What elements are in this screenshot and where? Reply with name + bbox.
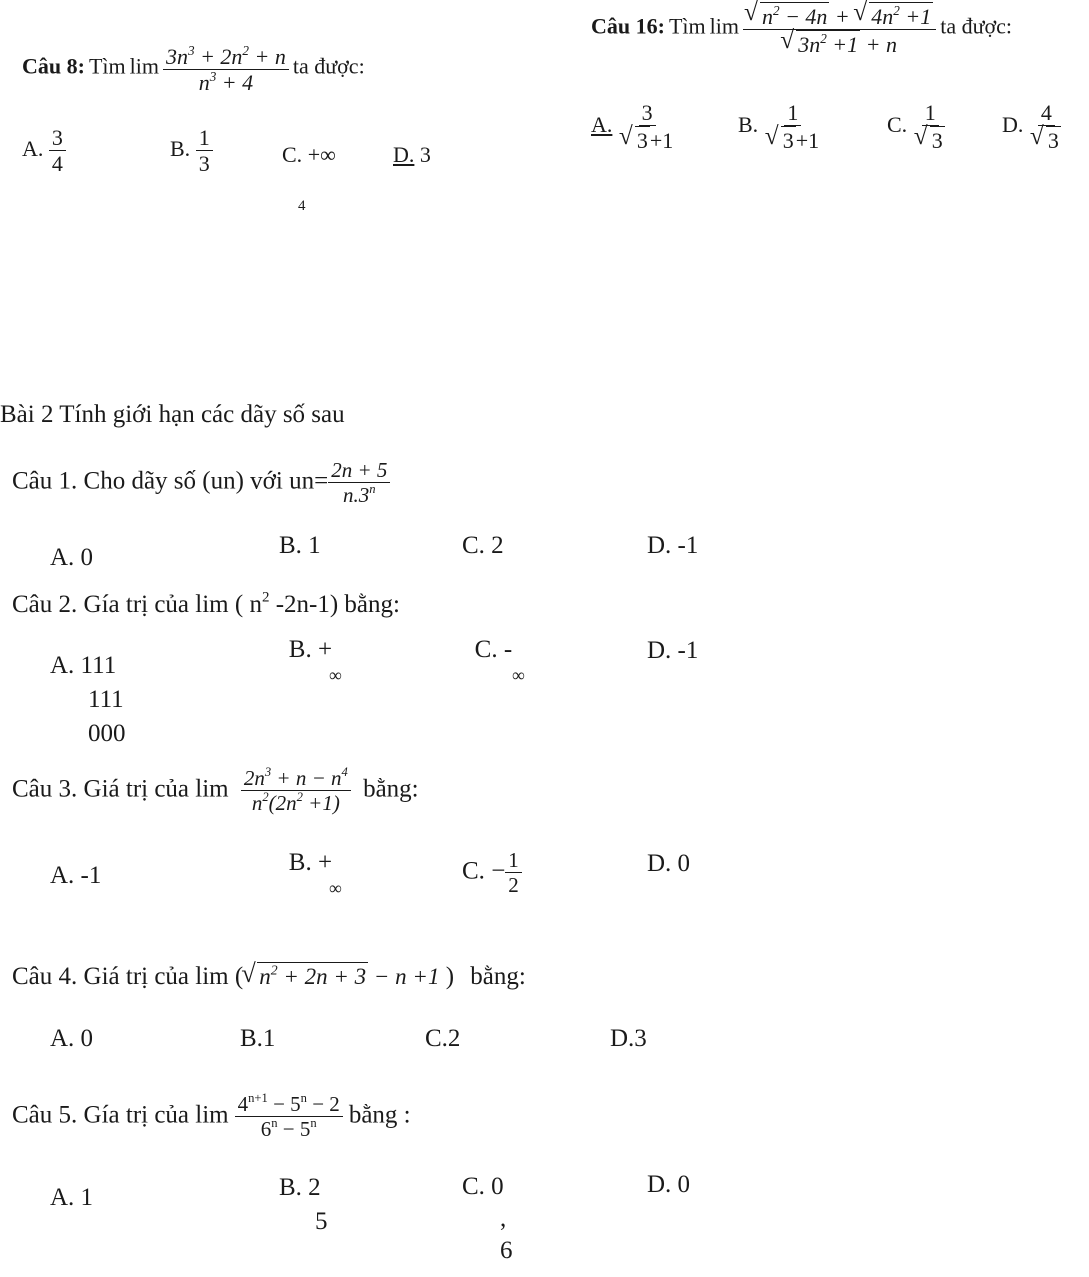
q8-label: Câu 8:: [22, 53, 85, 79]
q1-option-b: B. 1: [279, 532, 321, 559]
q16-option-c: C. 1 √ 3: [887, 100, 948, 154]
q1-option-d: D. -1: [647, 532, 699, 559]
q3-option-a: A. -1: [50, 862, 102, 889]
q8-suffix: ta được:: [292, 53, 365, 79]
q8-fraction: $\frac{3n^3 + 2n^2 + n}{n^3 + 4}$: [163, 44, 289, 96]
infinity-symbol: ∞: [329, 665, 342, 685]
q5-option-a: A. 1: [50, 1184, 94, 1211]
q4-option-b: B.1: [240, 1025, 276, 1052]
q4-option-c: C.2: [425, 1025, 461, 1052]
q2-option-b: B. + ∞: [288, 636, 342, 685]
q5-option-c: C. 0 , 6: [462, 1173, 513, 1264]
infinity-symbol: ∞: [512, 665, 525, 685]
q8-option-a: A. $\frac{3}{4}$: [22, 125, 66, 177]
q16-fraction: √ $n^2 - 4n$ + √ $4n^2 +1$ √ $3n^2 +1 + n$: [743, 2, 936, 58]
q16-option-a: A. 3 √ 3+1: [591, 100, 676, 154]
question-2: Câu 2. Gía trị của lim ( $n^2$ -2n-1) bằng:: [12, 589, 400, 618]
q8-option-c: C. +∞: [282, 142, 336, 167]
question-5: Câu 5. Gía trị của lim $\frac{4^{n+1} - 5^n - 2}{6^n - 5^n}$ bằng :: [12, 1091, 411, 1142]
q4-option-d: D.3: [610, 1025, 647, 1052]
q8-prefix: Tìm: [88, 53, 126, 79]
q3-option-b: B. + ∞: [288, 849, 342, 898]
q5-option-b: B. 2 5: [279, 1174, 328, 1235]
q16-option-d: D. 4 √ 3: [1002, 100, 1064, 154]
question-8: [22, 44, 365, 96]
q16-suffix: ta được:: [940, 13, 1013, 39]
q5-option-d: D. 0: [647, 1171, 691, 1198]
q16-lim: lim: [709, 13, 739, 39]
question-1: Câu 1. Cho dãy số (un) với un= $\frac{2n + 5}{n.3^n}$: [12, 458, 390, 507]
q8-option-b: B. $\frac{1}{3}$: [170, 125, 213, 177]
q8-lim: lim: [129, 53, 159, 79]
q8-footnote: 4: [298, 198, 306, 214]
q1-option-a: A. 0: [50, 544, 94, 571]
q16-label: Câu 16:: [591, 13, 665, 39]
q2-option-d: D. -1: [647, 637, 699, 664]
q8-option-d: D. 3: [393, 142, 431, 167]
infinity-symbol: ∞: [329, 878, 342, 898]
q3-option-c: C. − $\frac{1}{2}$: [462, 848, 522, 897]
section-title: Bài 2 Tính giới hạn các dãy số sau: [0, 401, 345, 428]
q16-option-b: B. 1 √ 3+1: [738, 100, 822, 154]
q16-prefix: Tìm: [668, 13, 706, 39]
question-4: Câu 4. Giá trị của lim (√ $n^2 + 2n + 3 - n +1$ ) bằng:: [12, 962, 526, 991]
question-3: Câu 3. Giá trị của lim $\frac{2n^3 + n - n^4}{n^2(2n^2 +1)}$ bằng:: [12, 765, 419, 816]
q2-option-c: C. - ∞: [474, 636, 525, 685]
q1-option-c: C. 2: [462, 532, 504, 559]
q2-option-a: A. 111 111 000: [50, 652, 126, 747]
q3-option-d: D. 0: [647, 850, 691, 877]
question-16: [591, 2, 1012, 58]
q4-option-a: A. 0: [50, 1025, 94, 1052]
